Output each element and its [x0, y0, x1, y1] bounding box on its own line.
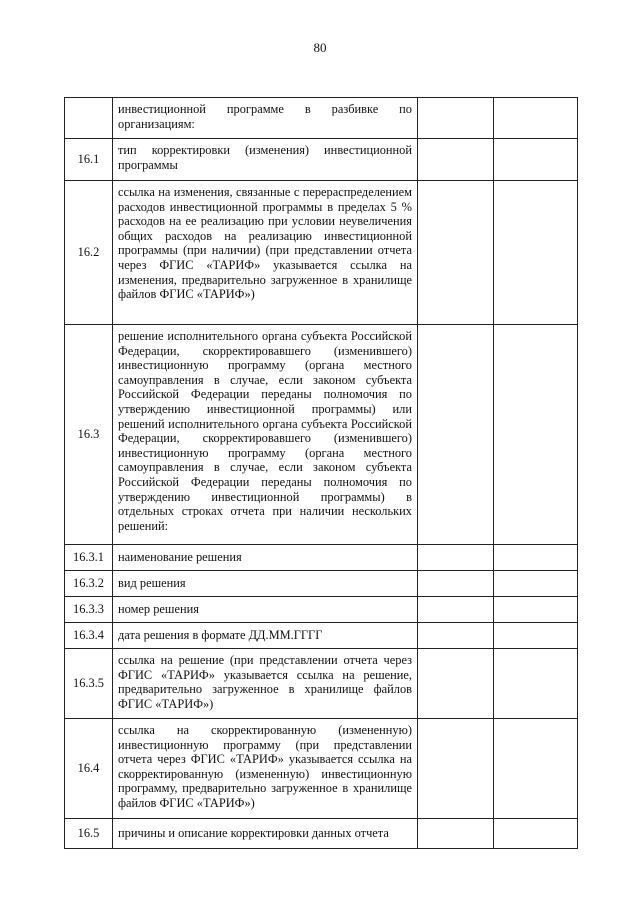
- table-row: [65, 181, 578, 325]
- row-description: вид решения: [113, 571, 418, 597]
- table-row: [65, 719, 578, 819]
- row-description: решение исполнительного органа субъекта Российской Федерации, скорректировавшего (изменившего) инвестиционную программу (органа местного самоуправления в случае, если законом субъекта Российской Федерации переданы полномочия по утверждению инвестиционной программы) или решений исполнительного органа субъекта Российской Федерации, скорректировавшего (изменившего) инвестиционную программу (органа местного самоуправления в случае, если законом субъекта Российской Федерации переданы полномочия по утверждению инвестиционной программы) в отдельных строках отчета при наличии нескольких решений:: [113, 325, 418, 545]
- row-description: тип корректировки (изменения) инвестиционной программы: [113, 139, 418, 181]
- empty-cell: [494, 325, 578, 545]
- empty-cell: [418, 181, 494, 325]
- row-number: 16.3.3: [65, 597, 113, 623]
- row-number: 16.3.4: [65, 623, 113, 649]
- empty-cell: [494, 139, 578, 181]
- row-number: 16.3.2: [65, 571, 113, 597]
- empty-cell: [418, 139, 494, 181]
- empty-cell: [418, 98, 494, 139]
- table-row: [65, 649, 578, 719]
- table-row: [65, 325, 578, 545]
- empty-cell: [494, 649, 578, 719]
- empty-cell: [494, 597, 578, 623]
- empty-cell: [494, 571, 578, 597]
- table-row: [65, 545, 578, 571]
- empty-cell: [418, 649, 494, 719]
- empty-cell: [494, 623, 578, 649]
- row-description: ссылка на решение (при представлении отчета через ФГИС «ТАРИФ» указывается ссылка на решение, предварительно загруженное в хранилище файлов ФГИС «ТАРИФ»): [113, 649, 418, 719]
- row-number: 16.1: [65, 139, 113, 181]
- table-row: [65, 597, 578, 623]
- empty-cell: [418, 597, 494, 623]
- table-row: [65, 819, 578, 849]
- row-description: причины и описание корректировки данных отчета: [113, 819, 418, 849]
- row-description: дата решения в формате ДД.ММ.ГГГГ: [113, 623, 418, 649]
- row-description: ссылка на скорректированную (измененную) инвестиционную программу (при представлении отчета через ФГИС «ТАРИФ» указывается ссылка на скорректированную (измененную) инвестиционную программу, предварительно загруженное в хранилище файлов ФГИС «ТАРИФ»): [113, 719, 418, 819]
- table-row: [65, 623, 578, 649]
- requirements-table: [64, 97, 578, 849]
- row-number: 16.3: [65, 325, 113, 545]
- page-number: 80: [313, 40, 327, 55]
- empty-cell: [418, 545, 494, 571]
- empty-cell: [494, 819, 578, 849]
- empty-cell: [418, 571, 494, 597]
- row-number: 16.3.1: [65, 545, 113, 571]
- table-row: [65, 139, 578, 181]
- row-number: [65, 98, 113, 139]
- row-description: наименование решения: [113, 545, 418, 571]
- table-row: [65, 571, 578, 597]
- table-row: [65, 98, 578, 139]
- empty-cell: [418, 325, 494, 545]
- empty-cell: [418, 719, 494, 819]
- row-number: 16.3.5: [65, 649, 113, 719]
- empty-cell: [418, 819, 494, 849]
- empty-cell: [494, 719, 578, 819]
- empty-cell: [494, 545, 578, 571]
- row-number: 16.2: [65, 181, 113, 325]
- empty-cell: [494, 98, 578, 139]
- row-description: инвестиционной программе в разбивке по организациям:: [113, 98, 418, 139]
- row-description: ссылка на изменения, связанные с перераспределением расходов инвестиционной программы в пределах 5 % расходов на ее реализацию при условии неувеличения общих расходов на реализацию инвестиционной программы (при наличии) (при представлении отчета через ФГИС «ТАРИФ» указывается ссылка на изменения, предварительно загруженное в хранилище файлов ФГИС «ТАРИФ»): [113, 181, 418, 325]
- row-number: 16.5: [65, 819, 113, 849]
- empty-cell: [418, 623, 494, 649]
- row-number: 16.4: [65, 719, 113, 819]
- row-description: номер решения: [113, 597, 418, 623]
- empty-cell: [494, 181, 578, 325]
